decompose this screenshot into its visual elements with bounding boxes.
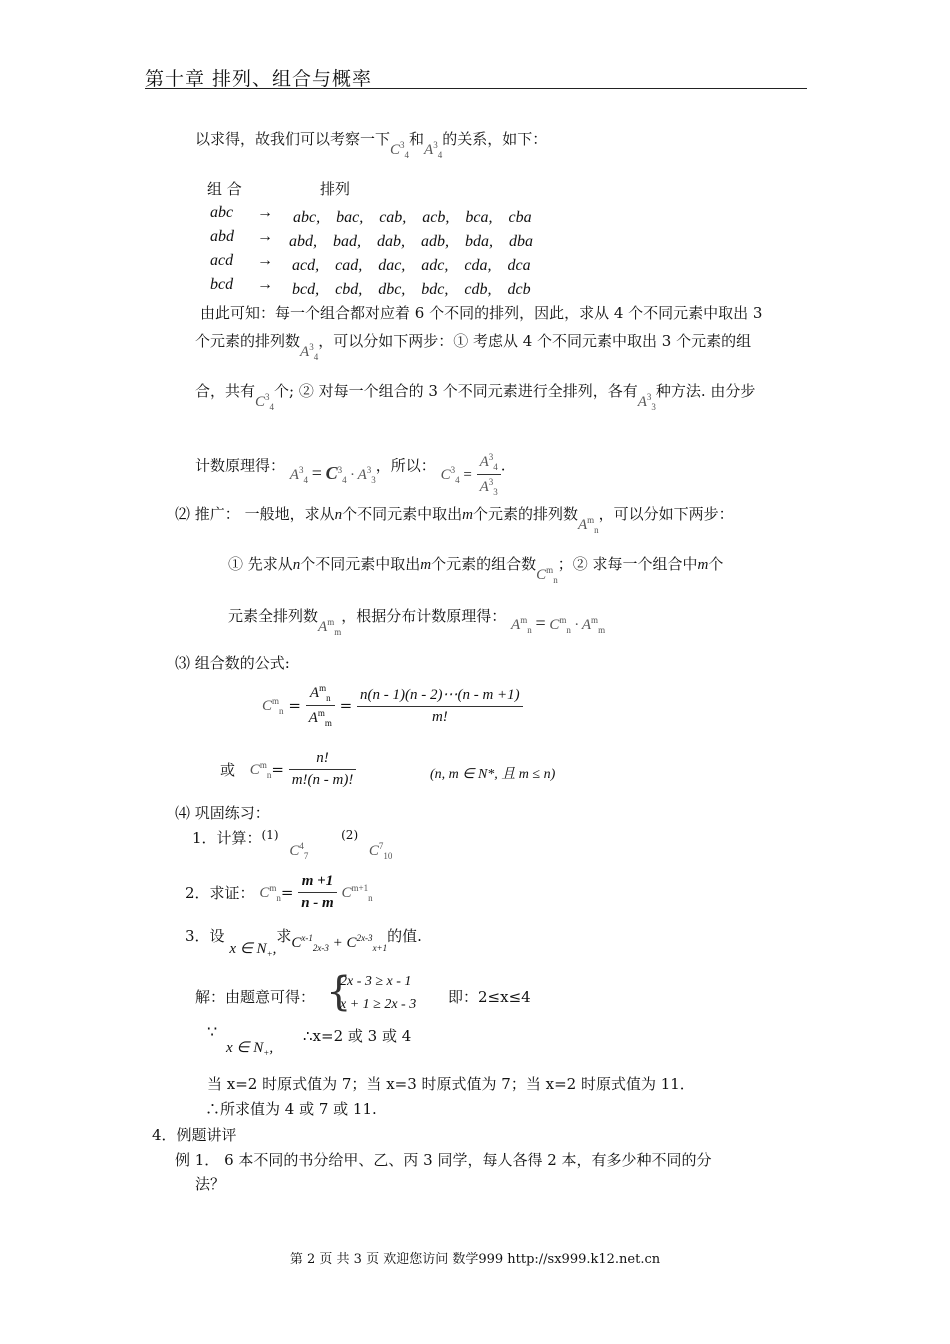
para1-line3-c: 种方法. 由分步 [655, 382, 756, 400]
table-row-perms: bcd, cbd, dbc, bdc, cdb, dcb [292, 281, 531, 298]
para1-line4-c: . [500, 456, 506, 475]
para1-line3-a: 合，共有 [195, 382, 256, 400]
sec2-line1 [175, 503, 734, 535]
sec2-line2-d: ；② 求每一个组合中 [557, 555, 698, 573]
arrow-icon: → [257, 228, 273, 245]
var-n: n [292, 557, 301, 573]
final-answer: ∴所求值为 4 或 7 或 11. [205, 1100, 377, 1118]
c43-symbol: $C^3_4$ [255, 392, 275, 412]
sec5-label: 4．例题讲评 [152, 1126, 237, 1144]
c74-symbol: $C^4_7$ [289, 841, 309, 861]
intro-text-b: 和 [409, 130, 425, 148]
var-m: m [697, 557, 709, 573]
sec2-line2-a: ① 先求从 [228, 555, 293, 573]
cnm-symbol: $C^m_n$ [259, 882, 281, 903]
left-brace-icon: { [326, 969, 352, 1015]
exercise-1 [192, 827, 393, 861]
c43-symbol: $C^3_4$ [390, 140, 410, 160]
exercise-1-label: 1．计算： [192, 829, 262, 847]
page-footer: 第 2 页 共 3 页 欢迎您访问 数学999 http://sx999.k12.net.cn [289, 1252, 661, 1267]
x-in-n-plus: x ∈ $N_+$, [226, 1040, 274, 1058]
sec2-line1-c: 个元素的排列数 [472, 505, 578, 523]
therefore-values: ∴x=2 或 3 或 4 [303, 1027, 412, 1045]
intro-text-c: 的关系，如下： [442, 130, 548, 148]
para1-line2-b: ，可以分如下两步：① 考虑从 4 个不同元素中取出 3 个元素的组 [318, 332, 752, 350]
equals-sign: = [271, 760, 284, 779]
var-m: m [462, 507, 473, 523]
combination-formula [262, 683, 523, 728]
inequality-2: x + 1 ≥ 2x - 3 [340, 997, 417, 1012]
arrow-icon: → [257, 252, 273, 269]
formula-c43-ratio: $C^3_4$ = [440, 464, 472, 485]
arrow-icon: → [257, 276, 273, 293]
because-symbol: ∵ [207, 1022, 218, 1041]
equals-sign: = [288, 696, 301, 715]
sec2-line2-c: 个元素的组合数 [431, 555, 537, 573]
formula-a43-equals: $A^3_4 = C^3_4 \cdot A^3_3$ [289, 462, 376, 485]
or-text: 或 [220, 761, 236, 779]
equals-sign: = [339, 696, 353, 715]
para1-line4 [195, 444, 506, 497]
para1-line1: 由此可知：每一个组合都对应着 6 个不同的排列，因此，求从 4 个不同元素中取出 3 [200, 304, 763, 322]
cnm-symbol: $C^m_n$ [536, 565, 558, 585]
anm-symbol: $A^m_n$ [577, 515, 599, 535]
c107-symbol: $C^7_{10}$ [368, 841, 393, 861]
fraction-a43-over-a33: $\frac{A^3_4}{A^3_3}$ [477, 452, 501, 497]
a43-symbol: $A^3_4$ [424, 140, 443, 160]
table-row-perms: abd, bad, dab, adb, bda, dba [289, 233, 534, 250]
sec2-line2-e: 个 [708, 555, 724, 573]
example-1-line2: 法？ [195, 1175, 226, 1193]
equals-sign: = [280, 883, 294, 902]
para1-line2 [195, 330, 752, 362]
fraction-proof [298, 873, 337, 912]
a43-symbol: $A^3_4$ [300, 342, 319, 362]
x-in-n-plus: x ∈ $N_+$, [229, 941, 277, 959]
sec2-line1-d: ，可以分如下两步： [598, 505, 734, 523]
fraction-formula [357, 685, 523, 726]
sec2-line1-b: 个不同元素中取出 [342, 505, 463, 523]
exercise-2 [185, 873, 373, 912]
formula-denominator: m! [431, 709, 448, 725]
example-1-line1: 例 1． 6 本不同的书分给甲、乙、丙 3 同学，每人各得 2 本，有多少种不同的分 [175, 1151, 712, 1169]
cnm-symbol: $C^m_n$ [262, 695, 284, 716]
table-row-combo: bcd [210, 276, 234, 293]
solution-range: 即：2≤x≤4 [448, 988, 531, 1006]
solution-intro: 解：由题意可得： [195, 988, 316, 1006]
chapter-title: 第十章 排列、组合与概率 [145, 68, 373, 90]
table-row-combo: abc [210, 204, 234, 221]
formula-numerator: n(n - 1)(n - 2)⋯(n - m +1) [357, 685, 523, 707]
table-header-perm: 排列 [320, 180, 351, 198]
sec2-line2 [228, 553, 724, 585]
para1-line4-a: 计数原理得： [195, 456, 286, 475]
sec2-label: ⑵ 推广： [175, 505, 240, 523]
sec4-label: ⑷ 巩固练习： [175, 804, 270, 822]
table-header-combo: 组 合 [207, 180, 242, 198]
sec2-line3-b: ，根据分布计数原理得： [341, 607, 507, 625]
para1-line3-b: 个; ② 对每一个组合的 3 个不同元素进行全排列，各有 [274, 382, 638, 400]
condition-text: (n, m ∈ N*, 且 m ≤ n) [430, 767, 556, 782]
inequality-1: 2x - 3 ≥ x - 1 [340, 974, 412, 989]
sec3-label: ⑶ 组合数的公式: [175, 654, 290, 672]
sec2-line2-b: 个不同元素中取出 [300, 555, 421, 573]
exercise-3-tail: 的值. [387, 927, 422, 945]
intro-line [195, 128, 548, 160]
sec2-line1-a: 一般地，求从 [244, 505, 335, 523]
amm-symbol: $A^m_m$ [318, 617, 342, 637]
sec2-line3-a: 元素全排列数 [228, 607, 319, 625]
exercise-1-part1: (1) [261, 828, 279, 842]
table-row-perms: acd, cad, dac, adc, cda, dca [292, 257, 531, 274]
para1-line4-b: ，所以： [375, 456, 436, 475]
combination-sum-expression: $C^{x-1}_{2x-3} + C^{2x-3}_{x+1}$ [291, 933, 388, 953]
proof-denominator: n - m [301, 895, 334, 911]
table-row-combo: abd [210, 228, 234, 245]
fraction-anm-over-amm: $\frac{A^m_n}{A^m_m}$ [306, 683, 335, 728]
alt-formula [220, 750, 356, 789]
value-results: 当 x=2 时原式值为 7；当 x=3 时原式值为 7；当 x=2 时原式值为 11． [207, 1075, 695, 1093]
fraction-factorial [289, 750, 357, 789]
a33-symbol: $A^3_3$ [637, 392, 656, 412]
var-n: n [334, 507, 343, 523]
exercise-1-part2: (2) [341, 828, 359, 842]
proof-numerator: m +1 [298, 873, 337, 893]
table-row-perms: abc, bac, cab, acb, bca, cba [293, 209, 532, 226]
para1-line3 [195, 380, 756, 412]
cnm1-symbol: $C^{m+1}_n$ [341, 882, 373, 903]
exercise-2-label: 2．求证： [185, 884, 255, 902]
para1-line2-a: 个元素的排列数 [195, 332, 301, 350]
exercise-3 [185, 925, 422, 959]
arrow-icon: → [257, 204, 273, 221]
factorial-numerator: n! [289, 750, 357, 770]
formula-anm-product: $A^m_n = C^m_n \cdot A^m_m$ [511, 613, 606, 635]
exercise-3-ask: 求 [276, 927, 292, 945]
exercise-3-label: 3．设 [185, 927, 225, 945]
intro-text-a: 以求得，故我们可以考察一下 [195, 130, 391, 148]
header-rule [145, 88, 807, 89]
factorial-denominator: m!(n - m)! [291, 772, 354, 788]
var-m: m [420, 557, 432, 573]
table-row-combo: acd [210, 252, 234, 269]
sec2-line3 [228, 605, 606, 637]
cnm-symbol: $C^m_n$ [249, 759, 272, 780]
